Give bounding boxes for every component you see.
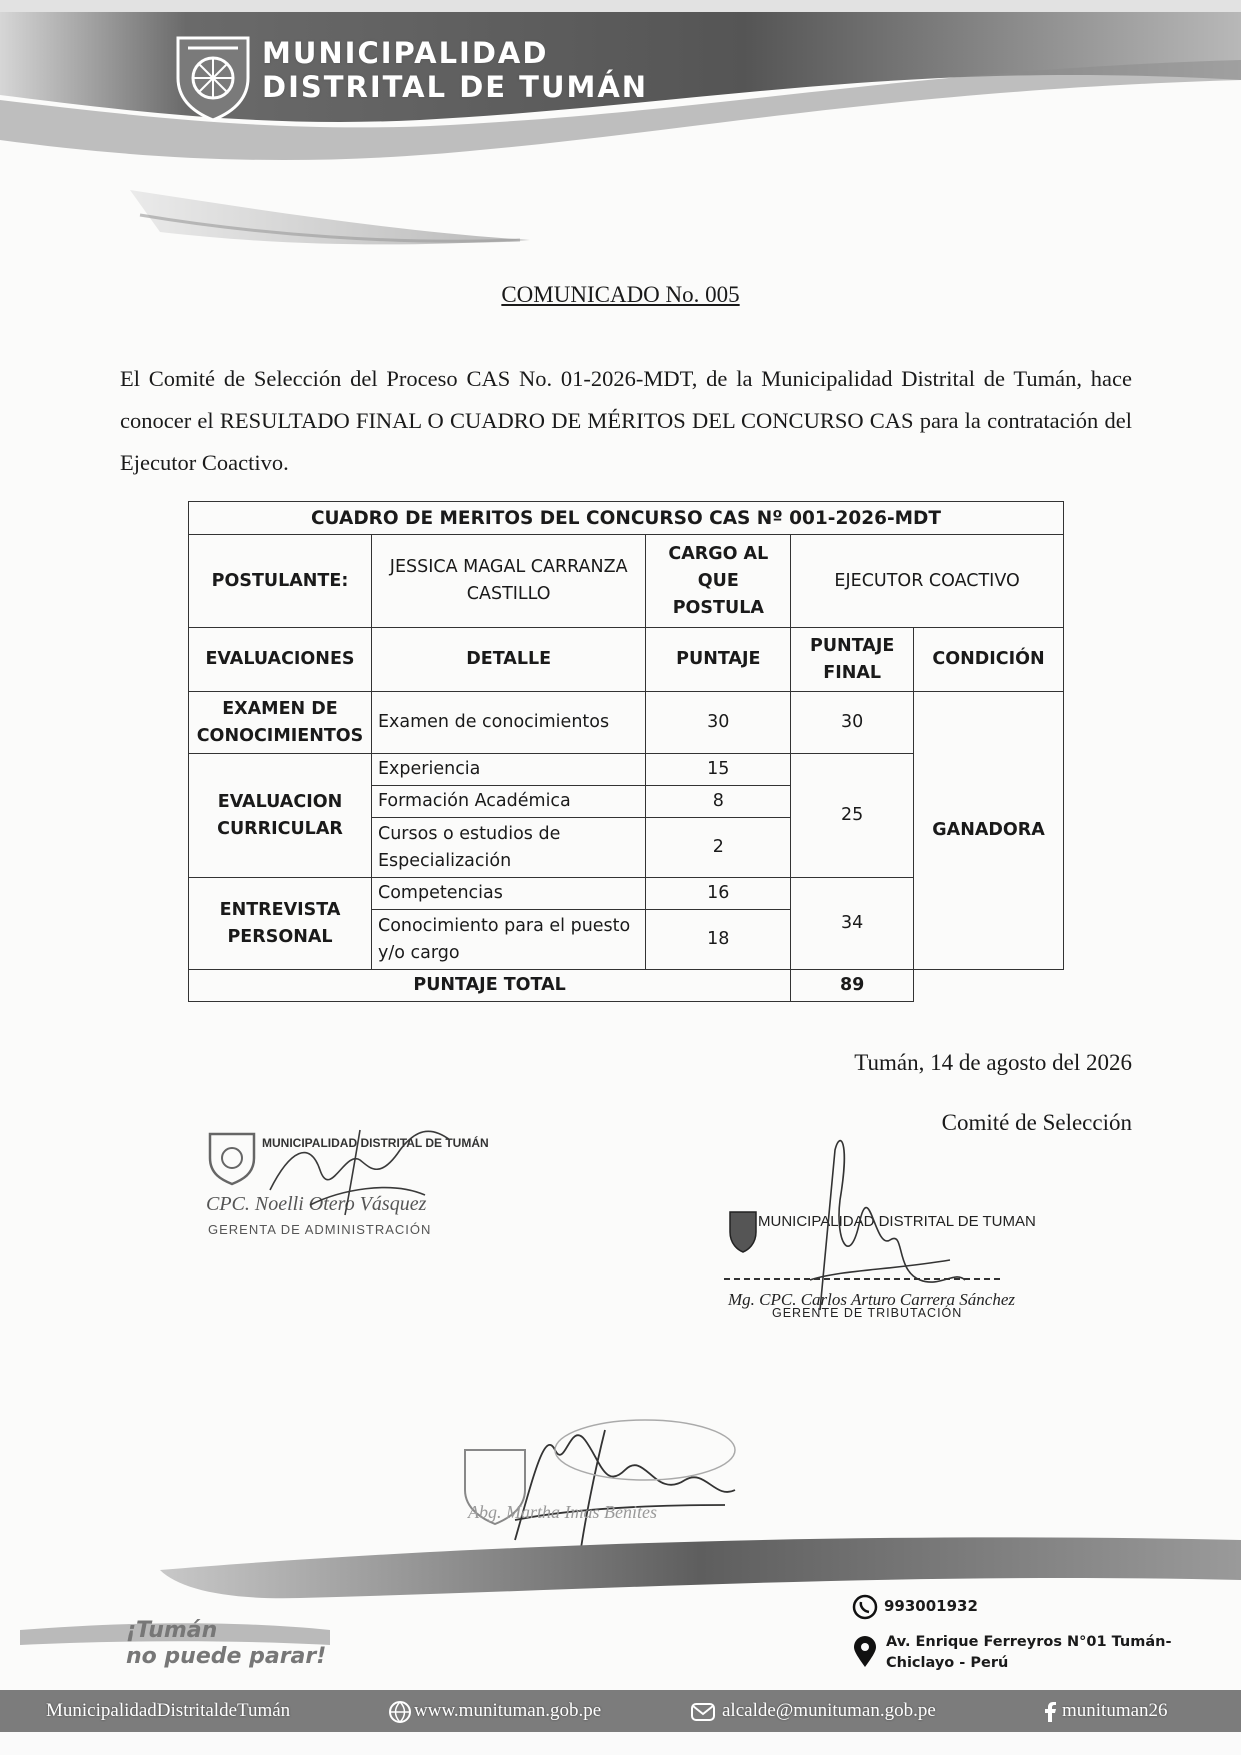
table-title: CUADRO DE MERITOS DEL CONCURSO CAS Nº 001-2026-MDT (189, 502, 1064, 535)
curricular-score: 2 (646, 818, 791, 878)
examen-detail: Examen de conocimientos (371, 692, 645, 754)
condition-value: GANADORA (914, 692, 1064, 970)
seal2-org: MUNICIPALIDAD DISTRITAL DE TUMAN (758, 1213, 1036, 1230)
facebook-icon (1040, 1700, 1060, 1724)
examen-final: 30 (791, 692, 914, 754)
slogan (126, 1618, 326, 1670)
org-name-line2: DISTRITAL DE TUMÁN (262, 70, 649, 104)
cargo-label: CARGO AL QUE POSTULA (646, 535, 791, 628)
phone-number: 993001932 (884, 1597, 978, 1615)
whatsapp-icon (852, 1594, 878, 1620)
slogan-line2: no puede parar! (126, 1644, 327, 1669)
entrevista-score: 16 (646, 878, 791, 910)
municipal-shield-icon (172, 32, 254, 122)
footer-social-handle[interactable]: munituman26 (1062, 1700, 1168, 1721)
curricular-label: EVALUACION CURRICULAR (189, 754, 372, 878)
footer-facebook-page[interactable]: MunicipalidadDistritaldeTumán (46, 1700, 291, 1721)
examen-label: EXAMEN DE CONOCIMIENTOS (189, 692, 372, 754)
curricular-score: 8 (646, 786, 791, 818)
org-name-line1: MUNICIPALIDAD (262, 36, 549, 70)
postulante-value: JESSICA MAGAL CARRANZA CASTILLO (371, 535, 645, 628)
entrevista-detail: Conocimiento para el puesto y/o cargo (371, 910, 645, 970)
table-row (189, 692, 1064, 754)
signature-2 (780, 1120, 980, 1320)
merit-table (188, 501, 1064, 1002)
total-label: PUNTAJE TOTAL (189, 970, 791, 1002)
header-evaluaciones: EVALUACIONES (189, 628, 372, 692)
entrevista-label: ENTREVISTA PERSONAL (189, 878, 372, 970)
entrevista-final: 34 (791, 878, 914, 970)
curricular-score: 15 (646, 754, 791, 786)
seal1-name: CPC. Noelli Otero Vásquez (206, 1193, 427, 1215)
entrevista-detail: Competencias (371, 878, 645, 910)
footer-website[interactable]: www.munituman.gob.pe (414, 1700, 602, 1721)
location-pin-icon (852, 1636, 878, 1668)
empty-cell (914, 970, 1064, 1002)
examen-score: 30 (646, 692, 791, 754)
total-value: 89 (791, 970, 914, 1002)
seal2-name: Mg. CPC. Carlos Arturo Carrera Sánchez (728, 1290, 1015, 1309)
cargo-value: EJECUTOR COACTIVO (791, 535, 1064, 628)
applicant-row (189, 535, 1064, 628)
date-line: Tumán, 14 de agosto del 2026 (854, 1050, 1132, 1075)
curricular-detail: Experiencia (371, 754, 645, 786)
entrevista-score: 18 (646, 910, 791, 970)
total-row (189, 970, 1064, 1002)
seal2-role: GERENTE DE TRIBUTACIÓN (772, 1306, 963, 1320)
curricular-detail: Formación Académica (371, 786, 645, 818)
globe-icon (388, 1700, 412, 1724)
intro-paragraph: El Comité de Selección del Proceso CAS No. 01-2026-MDT, de la Municipalidad Distrital de Tumán, hace conocer el RESULTADO FINAL O CUADRO DE MÉRITOS DEL CONCURSO CAS para la contratación del Ejecutor Coactivo. (120, 366, 1132, 475)
seal3-name: Abg. Martha Imas Benites (468, 1502, 657, 1522)
header-puntaje: PUNTAJE (646, 628, 791, 692)
postulante-label: POSTULANTE: (189, 535, 372, 628)
org-name (262, 36, 648, 104)
curricular-detail: Cursos o estudios de Especialización (371, 818, 645, 878)
mail-icon (690, 1700, 716, 1724)
document-title: COMUNICADO No. 005 (501, 282, 740, 307)
slogan-line1: ¡Tumán (126, 1618, 218, 1643)
signature-1 (250, 1110, 490, 1220)
curricular-final: 25 (791, 754, 914, 878)
address: Av. Enrique Ferreyros N°01 Tumán-Chiclayo - Perú (886, 1634, 1172, 1671)
seal1-role: GERENTA DE ADMINISTRACIÓN (208, 1222, 432, 1237)
table-title-row (189, 502, 1064, 535)
footer-email[interactable]: alcalde@munituman.gob.pe (722, 1700, 936, 1721)
seal1-org: MUNICIPALIDAD DISTRITAL DE TUMÁN (262, 1136, 489, 1150)
committee-label: Comité de Selección (941, 1110, 1132, 1135)
seal-shield-icon (728, 1210, 758, 1254)
header-row (189, 628, 1064, 692)
header-detalle: DETALLE (371, 628, 645, 692)
header-condicion: CONDICIÓN (914, 628, 1064, 692)
header-puntaje-final: PUNTAJE FINAL (791, 628, 914, 692)
